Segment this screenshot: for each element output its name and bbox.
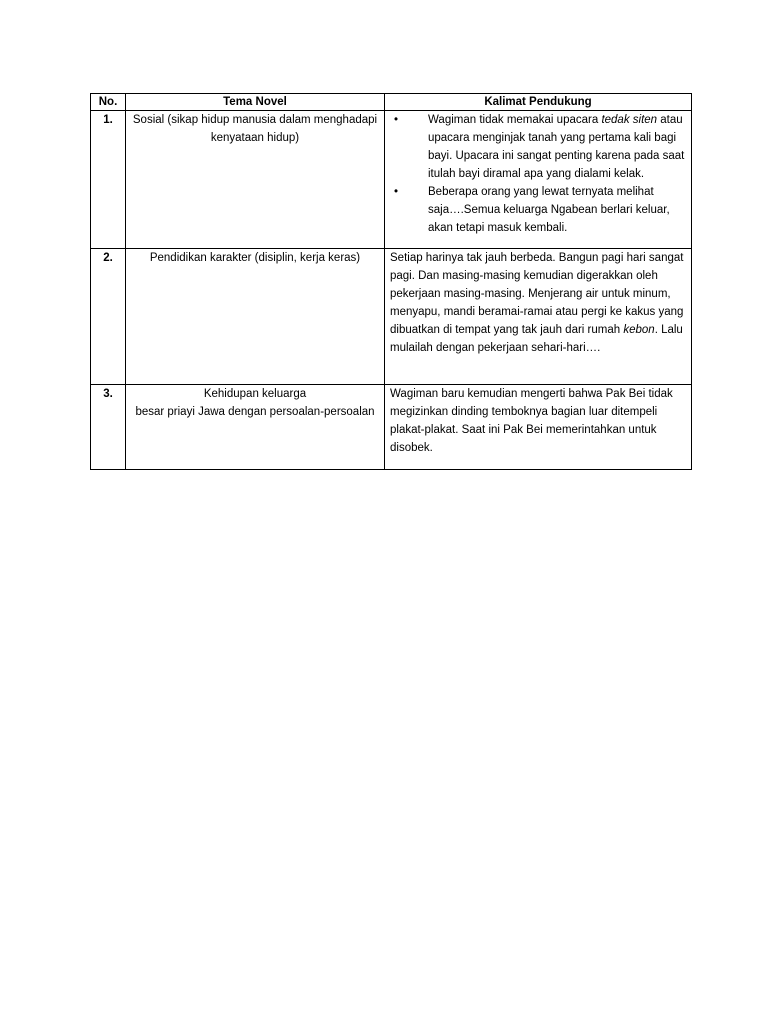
bullet-text-italic: tedak siten (601, 114, 658, 126)
table-row (91, 111, 692, 249)
bullet-text-part: atau upacara menginjak tanah yang pertama kali bagi bayi. Upacara ini sangat penting karena pada saat itulah bayi diramal apa yang dialami kelak. (428, 114, 685, 180)
bullet-item (390, 111, 686, 183)
header-no: No. (91, 94, 126, 111)
bullet-text-part: Wagiman tidak memakai upacara (428, 114, 602, 126)
row-number: 3. (91, 385, 126, 470)
bullet-icon: • (394, 186, 399, 198)
table-row (91, 249, 692, 385)
bullet-text: Beberapa orang yang lewat ternyata melihat saja….Semua keluarga Ngabean berlari keluar, akan tetapi masuk kembali. (428, 186, 670, 234)
sentence-cell: Wagiman baru kemudian mengerti bahwa Pak Bei tidak megizinkan dinding temboknya bagian luar ditempeli plakat-plakat. Saat ini Pak Bei memerintahkan untuk disobek. (385, 385, 692, 470)
sentence-text-part: Setiap harinya tak jauh berbeda. Bangun pagi hari sangat pagi. Dan masing-masing kemudian digerakkan oleh pekerjaan masing-masing. Menjerang air untuk minum, menyapu, mandi beramai-ramai atau pergi ke kakus yang dibuatkan di tempat yang tak jauh dari rumah (390, 252, 684, 336)
bullet-item (390, 183, 686, 237)
header-sentence: Kalimat Pendukung (385, 94, 692, 111)
table-row (91, 385, 692, 470)
theme-cell: Pendidikan karakter (disiplin, kerja keras) (126, 249, 385, 385)
header-theme: Tema Novel (126, 94, 385, 111)
theme-table (90, 93, 692, 470)
bullet-list (390, 111, 686, 237)
theme-cell: Sosial (sikap hidup manusia dalam menghadapi kenyataan hidup) (126, 111, 385, 249)
sentence-cell (385, 111, 692, 249)
row-number: 2. (91, 249, 126, 385)
sentence-cell (385, 249, 692, 385)
bullet-icon: • (394, 114, 399, 126)
sentence-text-italic: kebon (623, 324, 655, 336)
theme-line: besar priayi Jawa dengan persoalan-persoalan (135, 406, 375, 418)
theme-cell (126, 385, 385, 470)
table-header-row (91, 94, 692, 111)
sentence-text-part: . Lalu mulailah dengan pekerjaan sehari-hari…. (390, 324, 683, 354)
theme-line: Kehidupan keluarga (203, 388, 307, 400)
row-number: 1. (91, 111, 126, 249)
